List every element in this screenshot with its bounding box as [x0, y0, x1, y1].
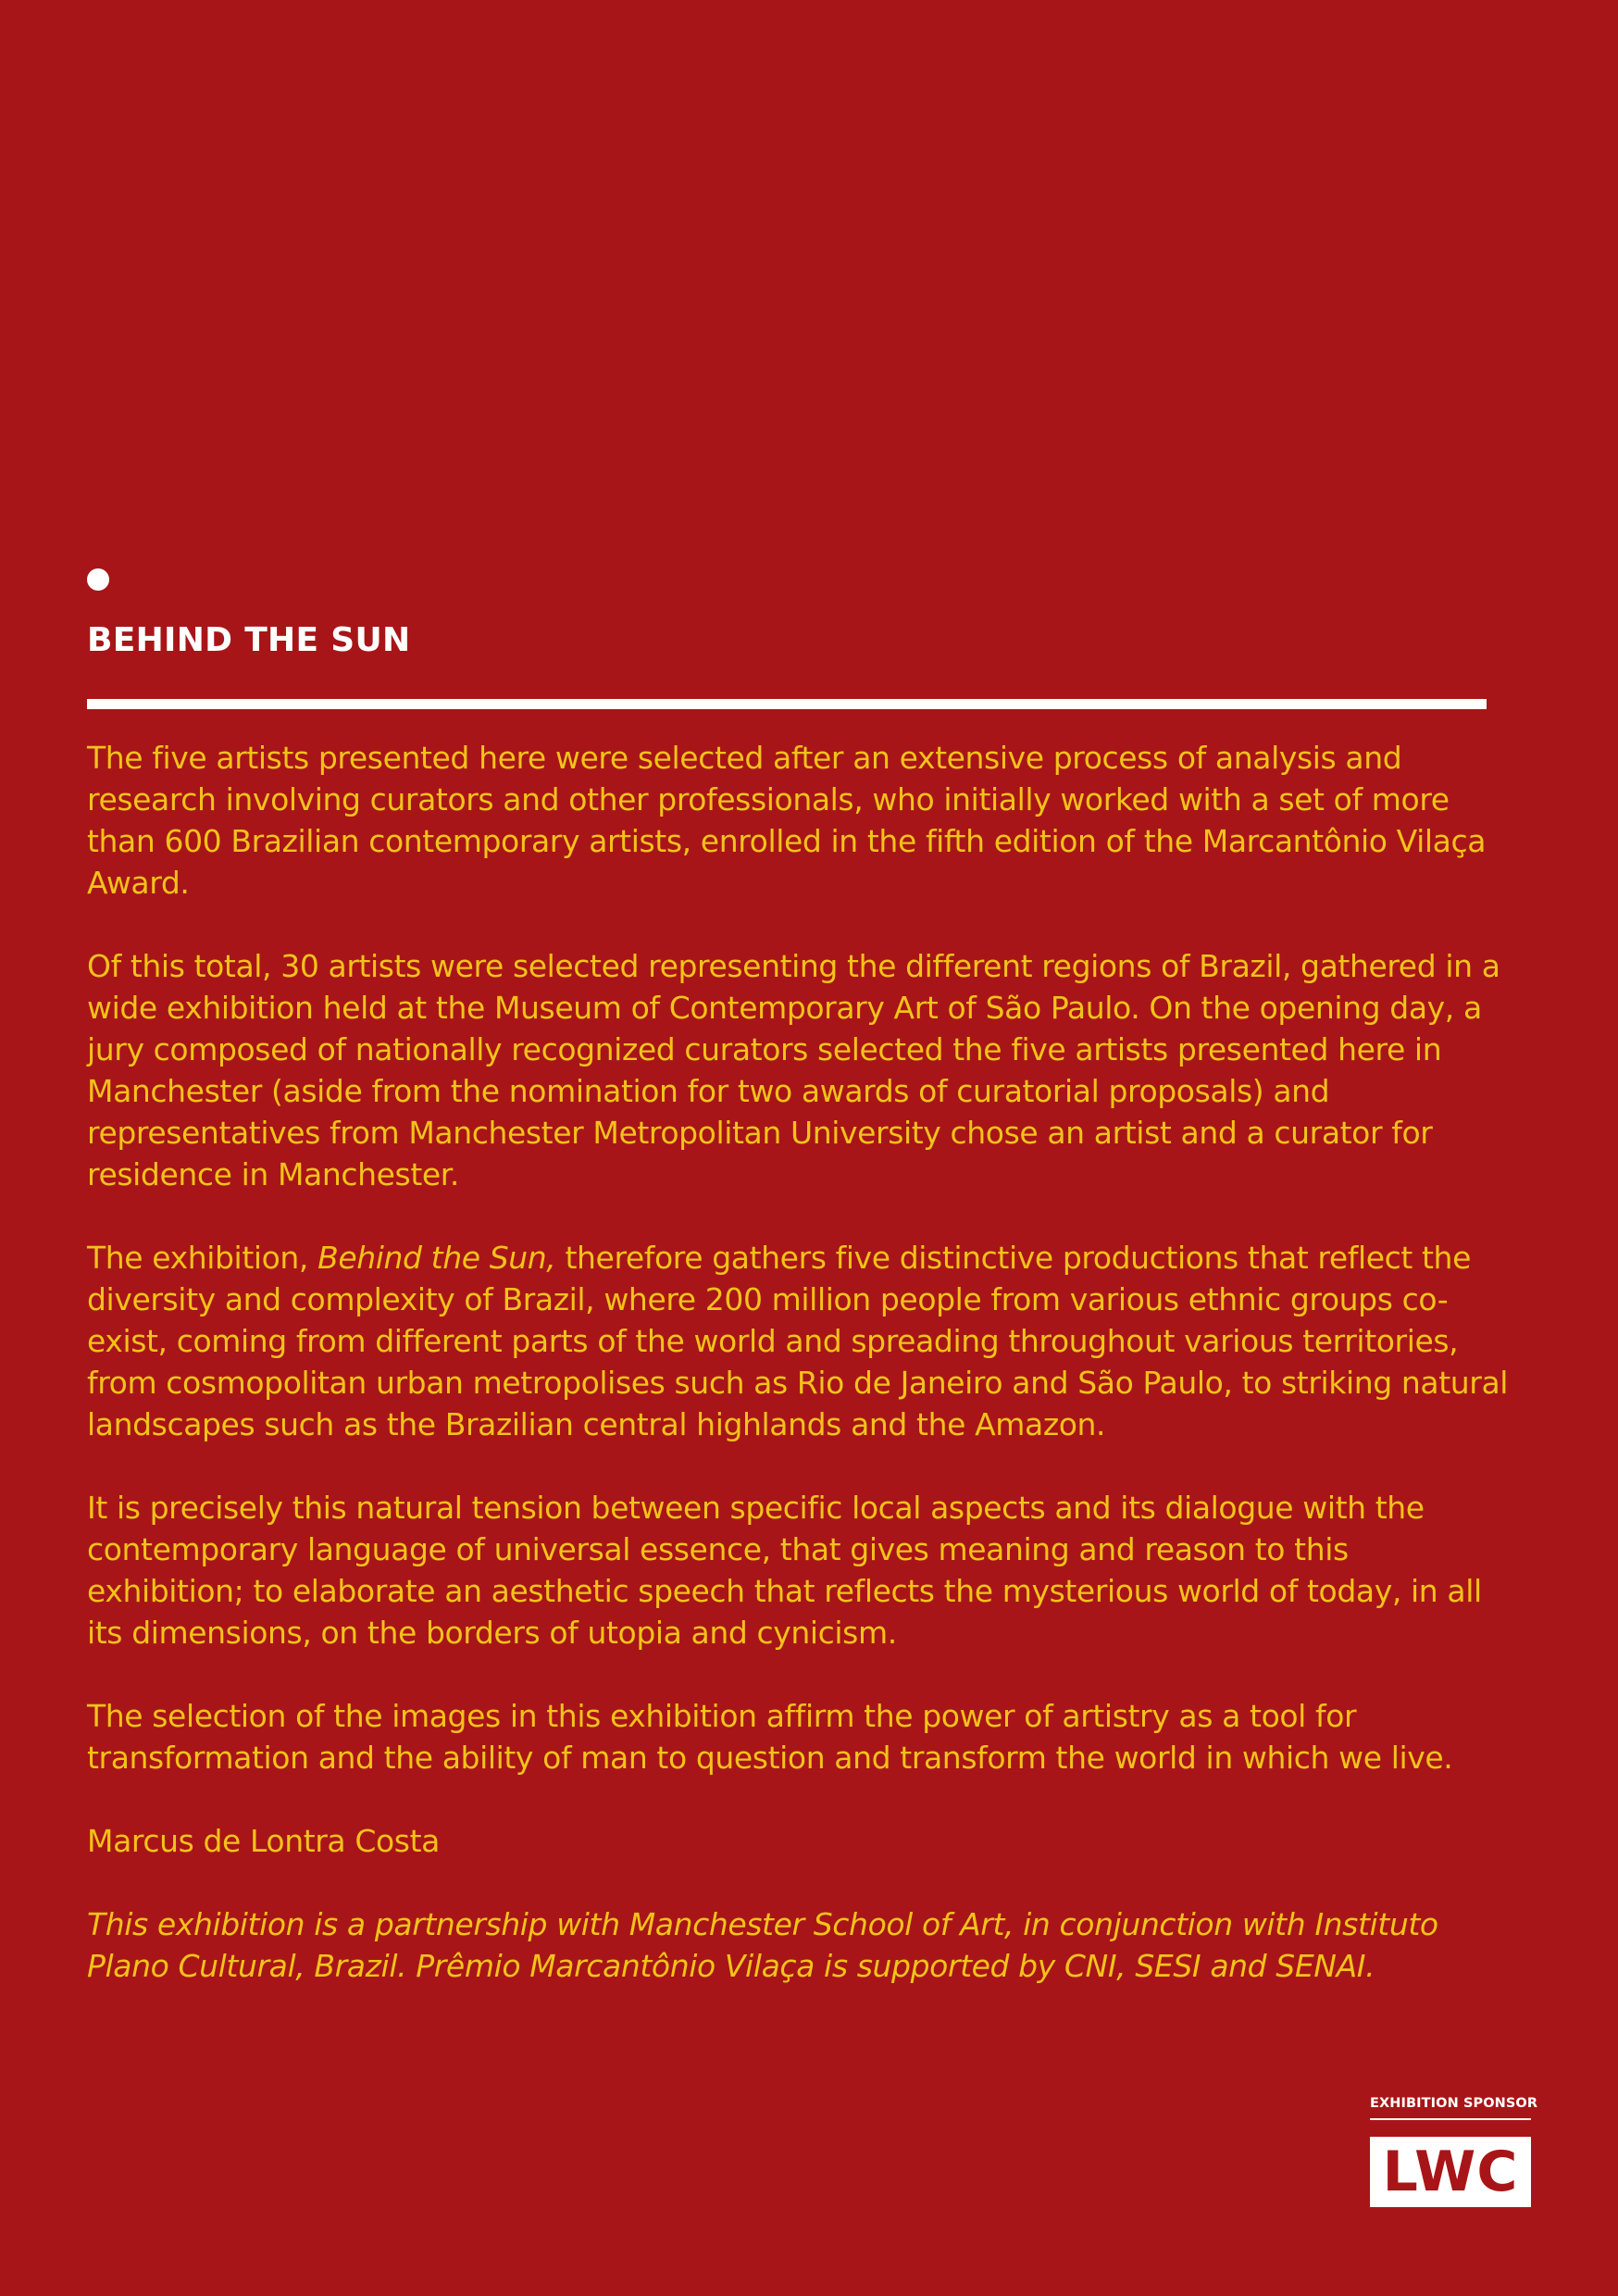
- paragraph-exhibition-rest: therefore gathers five distinctive productions that reflect the diversity and complexity of Brazil, where 200 million people from various ethnic groups co-exist, coming from different parts of the world and spreading throughout various territories, from cosmopolitan urban metropolises such as Rio de Janeiro and São Paulo, to striking natural landscapes such as the Brazilian central highlands and the Amazon.: [87, 1240, 1509, 1442]
- partnership-credits: This exhibition is a partnership with Manchester School of Art, in conjunction with Instituto Plano Cultural, Brazil. Prêmio Marcantônio Vilaça is supported by CNI, SESI and SENAI.: [87, 1906, 1438, 1984]
- paragraph-tension: It is precisely this natural tension between specific local aspects and its dialogue with the contemporary language of universal essence, that gives meaning and reason to this exhibition; to elaborate an aesthetic speech that reflects the mysterious world of today, in all its dimensions, on the borders of utopia and cynicism.: [87, 1490, 1482, 1651]
- sponsor-label: EXHIBITION SPONSOR: [1370, 2096, 1538, 2111]
- paragraph-exhibition-lead: The exhibition,: [87, 1240, 318, 1276]
- title-divider: [87, 699, 1487, 709]
- author-name: Marcus de Lontra Costa: [87, 1823, 440, 1859]
- sponsor-block: [1370, 2094, 1538, 2207]
- page-title: BEHIND THE SUN: [87, 621, 411, 659]
- paragraph-selection: Of this total, 30 artists were selected representing the different regions of Brazil, gathered in a wide exhibition held at the Museum of Contemporary Art of São Paulo. On the opening day, a jury composed of nationally recognized curators selected the five artists presented here in Manchester (aside from the nomination for two awards of curatorial proposals) and representatives from Manchester Metropolitan University chose an artist and a curator for residence in Manchester.: [87, 948, 1500, 1192]
- paragraph-closing: The selection of the images in this exhibition affirm the power of artistry as a tool for transformation and the ability of man to question and transform the world in which we live.: [87, 1698, 1453, 1776]
- sponsor-divider: [1370, 2118, 1531, 2120]
- paragraph-intro: The five artists presented here were selected after an extensive process of analysis and research involving curators and other professionals, who initially worked with a set of more than 600 Brazilian contemporary artists, enrolled in the fifth edition of the Marcantônio Vilaça Award.: [87, 740, 1487, 901]
- bullet-dot-icon: [87, 568, 109, 591]
- paragraph-exhibition: [87, 1237, 1512, 1445]
- exhibition-title-italic: Behind the Sun,: [317, 1240, 556, 1276]
- sponsor-logo: [1370, 2137, 1531, 2207]
- body-text: [87, 737, 1512, 1987]
- sponsor-logo-text: LWC: [1382, 2140, 1519, 2204]
